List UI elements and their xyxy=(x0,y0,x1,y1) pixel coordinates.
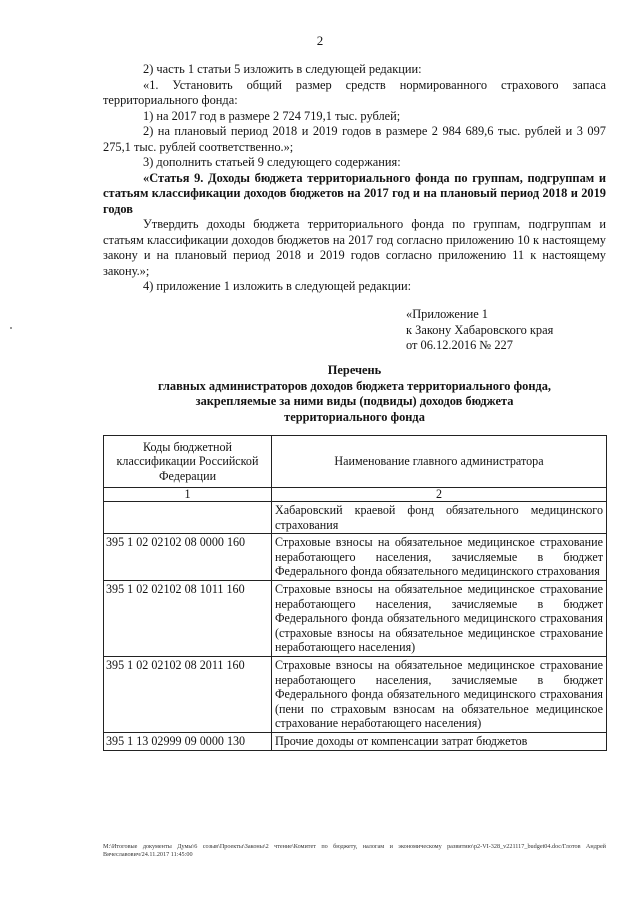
classification-code: 395 1 02 02102 08 2011 160 xyxy=(104,656,272,732)
body-paragraph: 4) приложение 1 изложить в следующей редакции: xyxy=(143,279,412,293)
list-title-line: Перечень xyxy=(327,363,382,377)
appendix-reference xyxy=(406,307,553,354)
administrator-name: Страховые взносы на обязательное медицинское страхование неработающего населения, зачисляемые в бюджет Федерального фонда обязательного медицинского страхования (пени по страховым взносам на обязательное медицинское страхование неработающего населения) xyxy=(272,656,607,732)
list-title-line: главных администраторов доходов бюджета территориального фонда, xyxy=(157,378,552,393)
body-paragraph: «1. Установить общий размер средств нормированного страхового запаса территориального фонда: xyxy=(103,77,606,107)
column-number-row xyxy=(104,488,607,502)
column-number: 2 xyxy=(272,488,607,502)
appendix-ref-line: от 06.12.2016 № 227 xyxy=(406,338,513,352)
body-paragraph: 3) дополнить статьей 9 следующего содержания: xyxy=(143,155,401,169)
body-paragraph: «Статья 9. Доходы бюджета территориального фонда по группам, подгруппам и статьям классификации доходов бюджетов на 2017 год и на плановый период 2018 и 2019 годов xyxy=(103,170,606,216)
list-title-line: территориального фонда xyxy=(284,409,425,424)
table-row xyxy=(104,534,607,581)
classification-code: 395 1 02 02102 08 1011 160 xyxy=(104,580,272,656)
classification-code xyxy=(104,502,272,534)
header-administrator: Наименование главного администратора xyxy=(272,436,607,488)
administrator-name: Страховые взносы на обязательное медицинское страхование неработающего населения, зачисляемые в бюджет Федерального фонда обязательного медицинского страхования (страховые взносы на обязательное медицинское страхование неработающего населения) xyxy=(272,580,607,656)
appendix-ref-line: «Приложение 1 xyxy=(406,307,488,321)
document-path-footer: M:\Итоговые документы Думы\6 созыв\Проекты\Законы\2 чтение\Комитет по бюджету, налогам и экономическому развитию\р2-VI-328_v221117_budget04.doc/Глотов Андрей Вячеславович/24.11.2017 11:45:00 xyxy=(103,843,606,858)
table-row xyxy=(104,656,607,732)
body-paragraph: 1) на 2017 год в размере 2 724 719,1 тыс. рублей; xyxy=(143,108,401,123)
administrators-table xyxy=(103,435,607,751)
administrator-name: Хабаровский краевой фонд обязательного медицинского страхования xyxy=(272,502,607,534)
administrator-name: Прочие доходы от компенсации затрат бюджетов xyxy=(272,732,607,750)
scan-speck xyxy=(10,327,12,329)
table-row xyxy=(104,580,607,656)
list-title xyxy=(103,363,606,425)
administrator-name: Страховые взносы на обязательное медицинское страхование неработающего населения, зачисляемые в бюджет Федерального фонда обязательного медицинского страхования xyxy=(272,534,607,581)
page-number: 2 xyxy=(316,33,324,48)
table-row xyxy=(104,502,607,534)
column-number: 1 xyxy=(104,488,272,502)
header-codes: Коды бюджетной классификации Российской Федерации xyxy=(104,436,272,488)
appendix-ref-line: к Закону Хабаровского края xyxy=(406,322,554,337)
body-paragraph: 2) на плановый период 2018 и 2019 годов в размере 2 984 689,6 тыс. рублей и 3 097 275,1 тыс. рублей соответственно.»; xyxy=(103,124,606,154)
list-title-line: закрепляемые за ними виды (подвиды) доходов бюджета xyxy=(195,394,514,408)
classification-code: 395 1 02 02102 08 0000 160 xyxy=(104,534,272,581)
table-row xyxy=(104,732,607,750)
table-header-row xyxy=(104,436,607,488)
amendment-text xyxy=(103,62,606,295)
body-paragraph: Утвердить доходы бюджета территориального фонда по группам, подгруппам и статьям классификации доходов бюджетов на 2017 год согласно приложению 10 к настоящему закону и на плановый период 2018 и 2019 годов согласно приложению 11 к настоящему закону.»; xyxy=(103,217,606,278)
classification-code: 395 1 13 02999 09 0000 130 xyxy=(104,732,272,750)
body-paragraph: 2) часть 1 статьи 5 изложить в следующей редакции: xyxy=(143,62,422,76)
